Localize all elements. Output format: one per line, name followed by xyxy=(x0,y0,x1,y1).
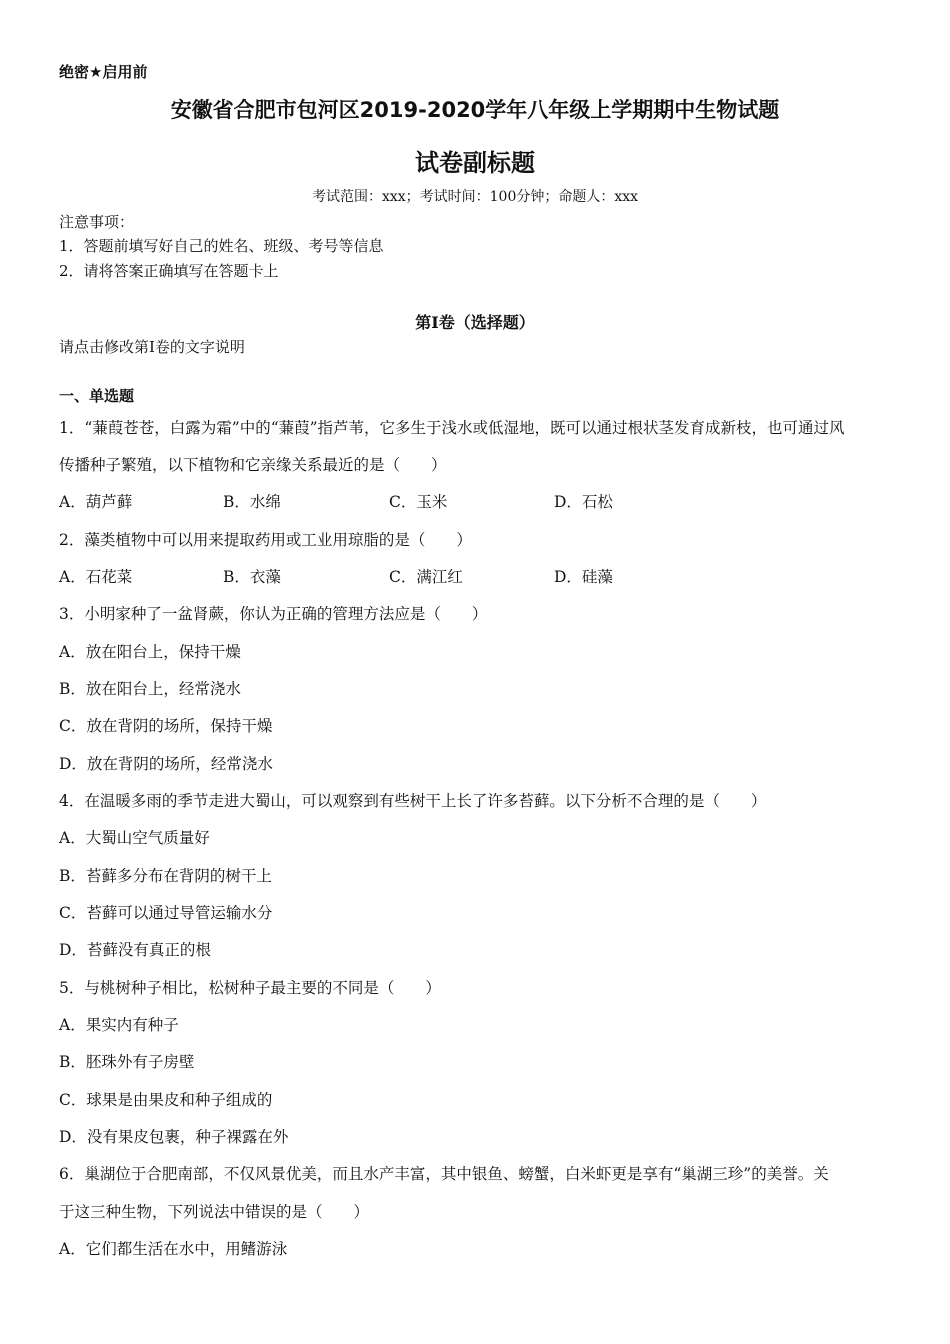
question-2-option-c: C．满江红 xyxy=(389,568,463,586)
question-3-line-1: 3．小明家种了一盆肾蕨，你认为正确的管理方法应是（ ） xyxy=(59,605,488,623)
question-4-option-d: D．苔藓没有真正的根 xyxy=(59,941,211,959)
question-5-option-c: C．球果是由果皮和种子组成的 xyxy=(59,1091,273,1109)
note-item: 1．答题前填写好自己的姓名、班级、考号等信息 xyxy=(59,237,384,255)
question-4-option-c: C．苔藓可以通过导管运输水分 xyxy=(59,904,273,922)
question-4-option-a: A．大蜀山空气质量好 xyxy=(59,829,210,847)
volume-description: 请点击修改第I卷的文字说明 xyxy=(59,338,245,356)
question-1-line-2: 传播种子繁殖，以下植物和它亲缘关系最近的是（ ） xyxy=(59,456,447,474)
question-5-option-d: D．没有果皮包裹，种子裸露在外 xyxy=(59,1128,289,1146)
secret-mark: 绝密★启用前 xyxy=(59,63,148,81)
question-5-option-b: B．胚珠外有子房壁 xyxy=(59,1053,195,1071)
question-1-option-b: B．水绵 xyxy=(223,493,281,511)
question-3-option-c: C．放在背阴的场所，保持干燥 xyxy=(59,717,273,735)
volume-title: 第I卷（选择题） xyxy=(415,313,535,332)
question-3-option-a: A．放在阳台上，保持干燥 xyxy=(59,643,241,661)
question-6-line-1: 6．巢湖位于合肥南部，不仅风景优美，而且水产丰富，其中银鱼、螃蟹，白米虾更是享有“巢湖三珍”的美誉。关 xyxy=(59,1165,829,1183)
question-6-line-2: 于这三种生物，下列说法中错误的是（ ） xyxy=(59,1203,370,1221)
question-2-option-b: B．衣藻 xyxy=(223,568,281,586)
question-2-line-1: 2．藻类植物中可以用来提取药用或工业用琼脂的是（ ） xyxy=(59,531,472,549)
question-6-option-a: A．它们都生活在水中，用鳍游泳 xyxy=(59,1240,288,1258)
question-1-option-c: C．玉米 xyxy=(389,493,448,511)
question-2-option-d: D．硅藻 xyxy=(554,568,613,586)
question-3-option-b: B．放在阳台上，经常浇水 xyxy=(59,680,241,698)
question-1-option-a: A．葫芦藓 xyxy=(59,493,133,511)
question-5-line-1: 5．与桃树种子相比，松树种子最主要的不同是（ ） xyxy=(59,979,441,997)
question-2-option-a: A．石花菜 xyxy=(59,568,133,586)
exam-info: 考试范围：xxx；考试时间：100分钟；命题人：xxx xyxy=(311,189,639,205)
note-item: 2．请将答案正确填写在答题卡上 xyxy=(59,262,279,280)
question-3-option-d: D．放在背阴的场所，经常浇水 xyxy=(59,755,273,773)
notes-heading: 注意事项： xyxy=(59,213,135,231)
question-1-option-d: D．石松 xyxy=(554,493,613,511)
page-subtitle: 试卷副标题 xyxy=(415,149,535,177)
page-title: 安徽省合肥市包河区2019-2020学年八年级上学期期中生物试题 xyxy=(170,98,780,122)
question-4-line-1: 4．在温暖多雨的季节走进大蜀山，可以观察到有些树干上长了许多苔藓。以下分析不合理的是（ ） xyxy=(59,792,767,810)
section-heading: 一、单选题 xyxy=(59,387,135,405)
question-5-option-a: A．果实内有种子 xyxy=(59,1016,179,1034)
question-4-option-b: B．苔藓多分布在背阴的树干上 xyxy=(59,867,272,885)
question-1-line-1: 1．“蒹葭苍苍，白露为霜”中的“蒹葭”指芦苇，它多生于浅水或低湿地，既可以通过根状茎发育成新枝，也可通过风 xyxy=(59,419,845,437)
